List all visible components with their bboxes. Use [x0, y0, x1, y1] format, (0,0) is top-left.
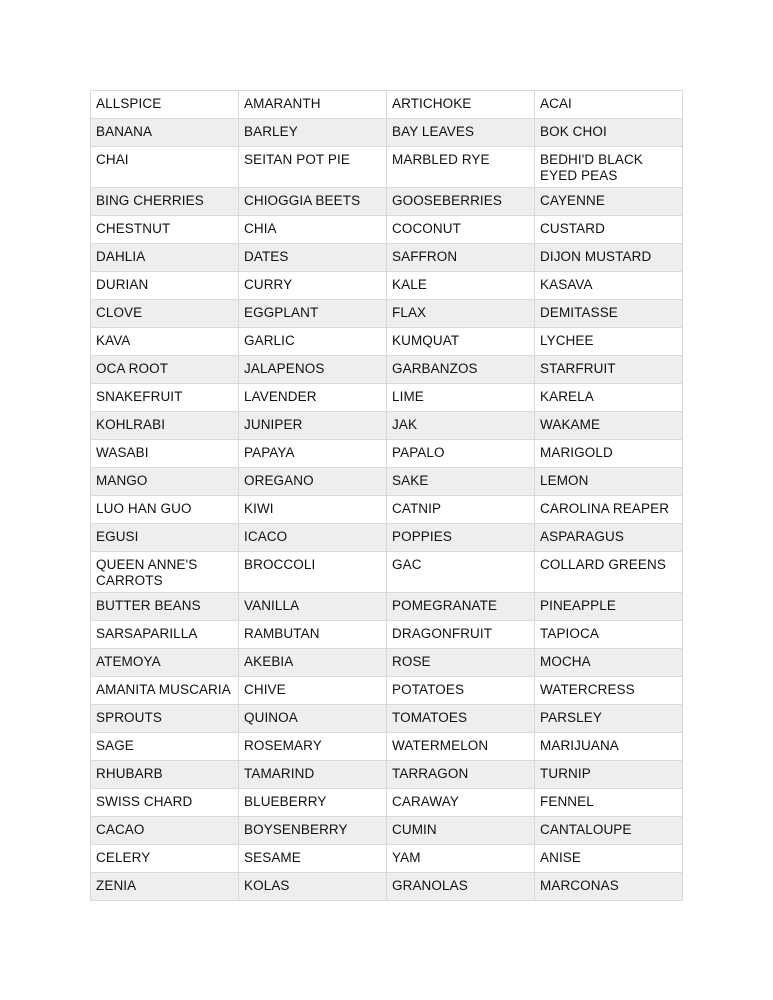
- table-cell: AMARANTH: [239, 91, 387, 119]
- table-cell: SPROUTS: [91, 705, 239, 733]
- table-cell: QUINOA: [239, 705, 387, 733]
- table-cell: TURNIP: [535, 761, 683, 789]
- table-row: [91, 188, 683, 216]
- table-cell: OREGANO: [239, 468, 387, 496]
- table-row: [91, 440, 683, 468]
- table-cell: RHUBARB: [91, 761, 239, 789]
- table-cell: OCA ROOT: [91, 356, 239, 384]
- table-cell: SESAME: [239, 845, 387, 873]
- table-cell: SARSAPARILLA: [91, 621, 239, 649]
- table-row: [91, 789, 683, 817]
- table-cell: BLUEBERRY: [239, 789, 387, 817]
- table-cell: PAPAYA: [239, 440, 387, 468]
- table-row: [91, 244, 683, 272]
- table-cell: PARSLEY: [535, 705, 683, 733]
- table-cell: EGGPLANT: [239, 300, 387, 328]
- table-row: [91, 733, 683, 761]
- table-cell: BUTTER BEANS: [91, 593, 239, 621]
- table-cell: LYCHEE: [535, 328, 683, 356]
- table-cell: ACAI: [535, 91, 683, 119]
- table-cell: JALAPENOS: [239, 356, 387, 384]
- table-cell: VANILLA: [239, 593, 387, 621]
- table-cell: TAMARIND: [239, 761, 387, 789]
- table-cell: MARCONAS: [535, 873, 683, 901]
- table-row: [91, 845, 683, 873]
- table-cell: FENNEL: [535, 789, 683, 817]
- table-cell: CANTALOUPE: [535, 817, 683, 845]
- table-cell: WATERMELON: [387, 733, 535, 761]
- table-cell: CHESTNUT: [91, 216, 239, 244]
- table-row: [91, 761, 683, 789]
- table-cell: WASABI: [91, 440, 239, 468]
- table-cell: CUSTARD: [535, 216, 683, 244]
- table-cell: DRAGONFRUIT: [387, 621, 535, 649]
- table-cell: CACAO: [91, 817, 239, 845]
- word-table-container: [90, 90, 682, 901]
- table-cell: BEDHI'D BLACK EYED PEAS: [535, 147, 683, 188]
- table-cell: BARLEY: [239, 119, 387, 147]
- table-cell: BROCCOLI: [239, 552, 387, 593]
- table-cell: MARIGOLD: [535, 440, 683, 468]
- table-row: [91, 300, 683, 328]
- table-cell: SWISS CHARD: [91, 789, 239, 817]
- table-cell: LEMON: [535, 468, 683, 496]
- table-cell: PAPALO: [387, 440, 535, 468]
- table-row: [91, 119, 683, 147]
- table-cell: TAPIOCA: [535, 621, 683, 649]
- table-cell: BOYSENBERRY: [239, 817, 387, 845]
- table-row: [91, 216, 683, 244]
- table-cell: ASPARAGUS: [535, 524, 683, 552]
- table-cell: JAK: [387, 412, 535, 440]
- table-cell: AKEBIA: [239, 649, 387, 677]
- table-row: [91, 272, 683, 300]
- table-cell: KOHLRABI: [91, 412, 239, 440]
- table-cell: MOCHA: [535, 649, 683, 677]
- table-cell: BAY LEAVES: [387, 119, 535, 147]
- table-cell: CAROLINA REAPER: [535, 496, 683, 524]
- table-cell: SNAKEFRUIT: [91, 384, 239, 412]
- table-row: [91, 817, 683, 845]
- table-cell: KUMQUAT: [387, 328, 535, 356]
- table-cell: STARFRUIT: [535, 356, 683, 384]
- table-cell: COLLARD GREENS: [535, 552, 683, 593]
- table-cell: LUO HAN GUO: [91, 496, 239, 524]
- table-cell: TOMATOES: [387, 705, 535, 733]
- table-cell: LIME: [387, 384, 535, 412]
- word-table-body: [91, 91, 683, 901]
- table-cell: LAVENDER: [239, 384, 387, 412]
- word-table: [90, 90, 683, 901]
- table-cell: TARRAGON: [387, 761, 535, 789]
- table-cell: YAM: [387, 845, 535, 873]
- table-row: [91, 496, 683, 524]
- table-row: [91, 147, 683, 188]
- table-cell: BOK CHOI: [535, 119, 683, 147]
- table-cell: KOLAS: [239, 873, 387, 901]
- table-cell: ATEMOYA: [91, 649, 239, 677]
- table-cell: FLAX: [387, 300, 535, 328]
- table-cell: POPPIES: [387, 524, 535, 552]
- table-cell: ICACO: [239, 524, 387, 552]
- table-cell: ANISE: [535, 845, 683, 873]
- table-cell: DEMITASSE: [535, 300, 683, 328]
- table-cell: SAGE: [91, 733, 239, 761]
- table-row: [91, 552, 683, 593]
- table-cell: CHAI: [91, 147, 239, 188]
- table-cell: POMEGRANATE: [387, 593, 535, 621]
- table-cell: DIJON MUSTARD: [535, 244, 683, 272]
- table-cell: BING CHERRIES: [91, 188, 239, 216]
- table-cell: CHIA: [239, 216, 387, 244]
- table-cell: CARAWAY: [387, 789, 535, 817]
- table-cell: DURIAN: [91, 272, 239, 300]
- table-row: [91, 873, 683, 901]
- table-cell: JUNIPER: [239, 412, 387, 440]
- table-cell: CHIOGGIA BEETS: [239, 188, 387, 216]
- table-cell: MARIJUANA: [535, 733, 683, 761]
- table-cell: POTATOES: [387, 677, 535, 705]
- table-cell: GOOSEBERRIES: [387, 188, 535, 216]
- table-cell: BANANA: [91, 119, 239, 147]
- table-cell: DATES: [239, 244, 387, 272]
- table-cell: CELERY: [91, 845, 239, 873]
- table-cell: DAHLIA: [91, 244, 239, 272]
- table-cell: RAMBUTAN: [239, 621, 387, 649]
- table-cell: GRANOLAS: [387, 873, 535, 901]
- table-cell: CURRY: [239, 272, 387, 300]
- table-cell: CUMIN: [387, 817, 535, 845]
- table-cell: EGUSI: [91, 524, 239, 552]
- table-cell: KARELA: [535, 384, 683, 412]
- table-cell: ZENIA: [91, 873, 239, 901]
- table-row: [91, 621, 683, 649]
- table-cell: KIWI: [239, 496, 387, 524]
- table-cell: MARBLED RYE: [387, 147, 535, 188]
- table-cell: MANGO: [91, 468, 239, 496]
- table-cell: SAKE: [387, 468, 535, 496]
- table-cell: GAC: [387, 552, 535, 593]
- table-cell: CHIVE: [239, 677, 387, 705]
- table-cell: CATNIP: [387, 496, 535, 524]
- table-cell: WATERCRESS: [535, 677, 683, 705]
- table-cell: GARBANZOS: [387, 356, 535, 384]
- table-cell: GARLIC: [239, 328, 387, 356]
- table-row: [91, 649, 683, 677]
- table-cell: ALLSPICE: [91, 91, 239, 119]
- table-row: [91, 524, 683, 552]
- table-cell: COCONUT: [387, 216, 535, 244]
- table-cell: QUEEN ANNE'S CARROTS: [91, 552, 239, 593]
- table-cell: CLOVE: [91, 300, 239, 328]
- table-cell: SEITAN POT PIE: [239, 147, 387, 188]
- table-row: [91, 593, 683, 621]
- table-cell: KALE: [387, 272, 535, 300]
- table-cell: CAYENNE: [535, 188, 683, 216]
- table-row: [91, 468, 683, 496]
- table-cell: WAKAME: [535, 412, 683, 440]
- table-cell: KAVA: [91, 328, 239, 356]
- table-row: [91, 384, 683, 412]
- table-row: [91, 412, 683, 440]
- table-row: [91, 91, 683, 119]
- table-cell: ROSEMARY: [239, 733, 387, 761]
- table-cell: KASAVA: [535, 272, 683, 300]
- table-row: [91, 677, 683, 705]
- table-cell: AMANITA MUSCARIA: [91, 677, 239, 705]
- table-row: [91, 328, 683, 356]
- table-cell: ARTICHOKE: [387, 91, 535, 119]
- table-cell: SAFFRON: [387, 244, 535, 272]
- table-row: [91, 705, 683, 733]
- table-cell: ROSE: [387, 649, 535, 677]
- table-row: [91, 356, 683, 384]
- table-cell: PINEAPPLE: [535, 593, 683, 621]
